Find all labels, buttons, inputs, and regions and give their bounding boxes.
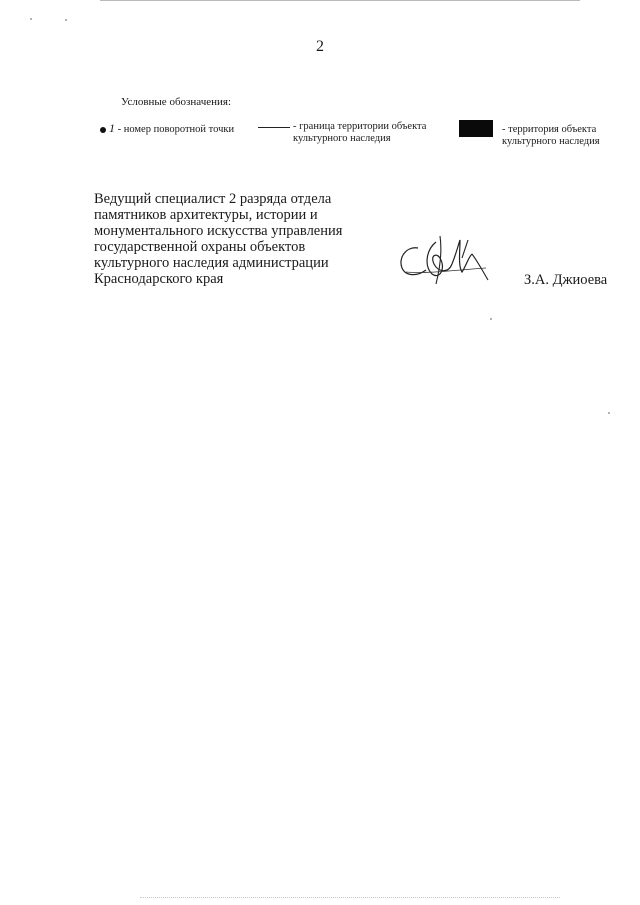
- boundary-line-icon: [258, 127, 290, 128]
- scan-speck: [65, 19, 67, 21]
- scan-speck: [30, 18, 32, 20]
- top-rule: [100, 0, 580, 1]
- page-number: 2: [316, 38, 324, 55]
- legend-title: Условные обозначения:: [121, 96, 232, 108]
- territory-fill-icon: [459, 120, 493, 137]
- legend-point-number: 1: [109, 121, 115, 135]
- scan-speck: [608, 412, 610, 414]
- legend: [100, 121, 620, 151]
- legend-territory-text: - территория объекта культурного наследия: [502, 124, 600, 147]
- legend-item-point: [100, 121, 234, 136]
- signer-position: Ведущий специалист 2 разряда отдела памятников архитектуры, истории и монументального искусства управления государственной охраны объектов культурного наследия администрации Краснодарского края: [94, 191, 343, 287]
- handwritten-signature: [396, 228, 492, 290]
- point-marker-icon: [100, 127, 106, 133]
- signer-name: З.А. Джиоева: [524, 272, 608, 288]
- scan-speck: [490, 318, 492, 320]
- bottom-scan-noise: [140, 897, 560, 899]
- legend-point-text: - номер поворотной точки: [117, 124, 235, 135]
- legend-boundary-text: - граница территории объекта культурного наследия: [293, 121, 427, 144]
